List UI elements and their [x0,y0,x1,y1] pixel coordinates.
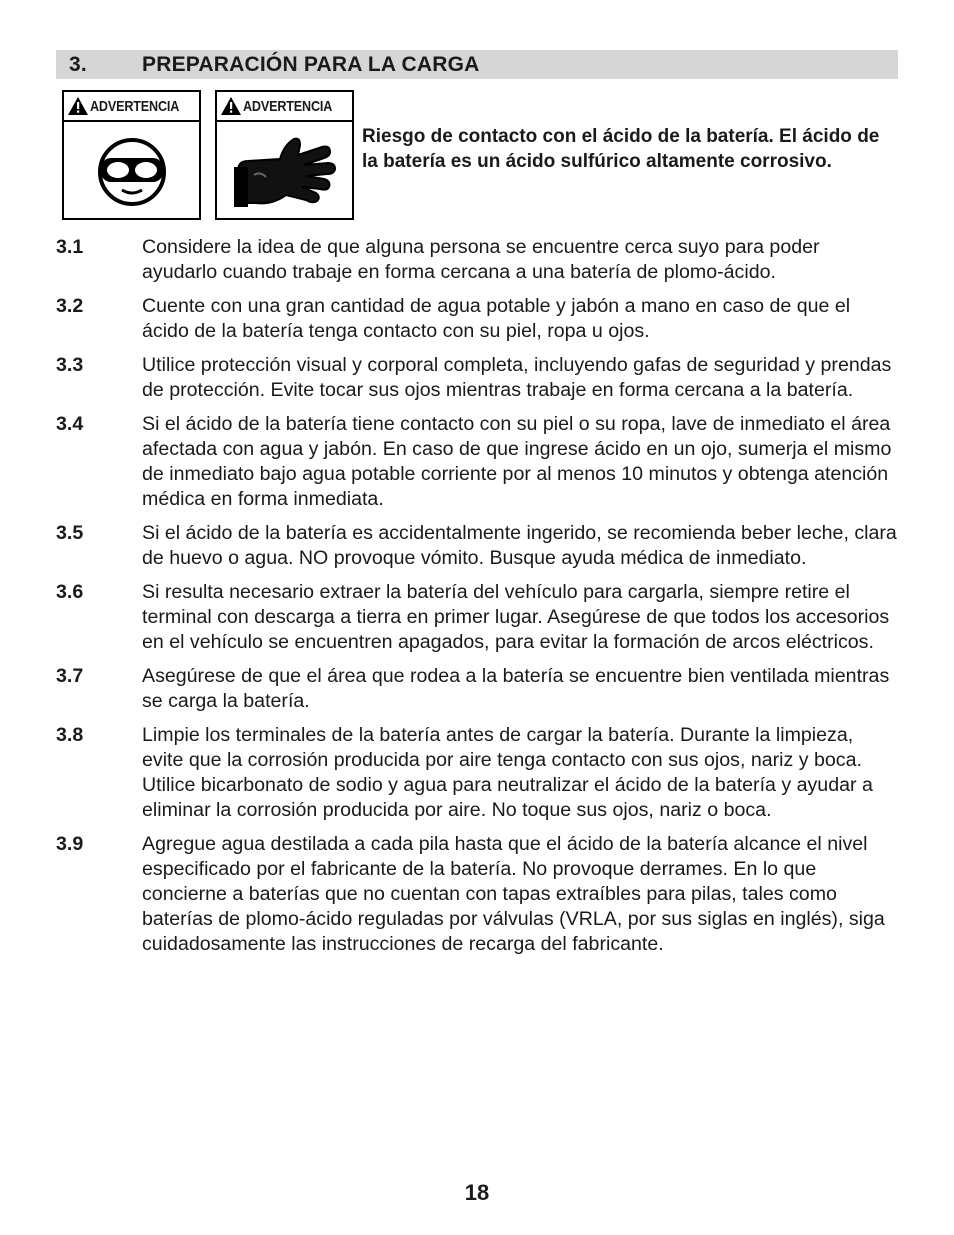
list-item [56,580,898,655]
item-number: 3.7 [56,665,84,687]
item-number: 3.5 [56,522,84,544]
list-item [56,521,898,571]
warning-header [64,92,199,122]
item-text: Cuente con una gran cantidad de agua potable y jabón a mano en caso de que el ácido de la batería tenga contacto con su piel, ropa u ojos. [142,295,851,342]
item-number: 3.9 [56,833,84,855]
safety-goggles-icon [64,122,199,218]
item-number: 3.4 [56,413,84,435]
warning-goggles [62,90,201,220]
item-text: Agregue agua destilada a cada pila hasta que el ácido de la batería alcance el nivel especificado por el fabricante de la batería. No provoque derrames. En lo que concierne a baterías que no cuentan con tapas extraíbles para pilas, tales como baterías de plomo-ácido reguladas por válvulas (VRLA, por sus siglas en inglés), siga cuidadosamente las instrucciones de recarga del fabricante. [142,833,885,955]
warning-glove [215,90,354,220]
protective-glove-icon [217,122,352,218]
list-item [56,353,898,403]
item-text: Utilice protección visual y corporal completa, incluyendo gafas de seguridad y prendas de protección. Evite tocar sus ojos mientras trabaje en forma cercana a la batería. [142,354,892,401]
warning-label: ADVERTENCIA [243,97,333,115]
item-text: Si resulta necesario extraer la batería del vehículo para cargarla, siempre retire el terminal con descarga a tierra en primer lugar. Asegúrese de que todos los accesorios en el vehículo se encuentren apagados, para evitar la formación de arcos eléctricos. [142,581,890,653]
item-number: 3.8 [56,724,84,746]
warning-header [217,92,352,122]
list-item [56,294,898,344]
warning-triangle-icon [220,96,242,116]
risk-statement: Riesgo de contacto con el ácido de la batería. El ácido de la batería es un ácido sulfúrico altamente corrosivo. [362,126,880,172]
item-text: Limpie los terminales de la batería antes de cargar la batería. Durante la limpieza, evite que la corrosión producida por aire tenga contacto con sus ojos, nariz y boca. Utilice bicarbonato de sodio y agua para neutralizar el ácido de la batería y ayudar a eliminar la corrosión producida por aire. No toque sus ojos, nariz o boca. [142,724,873,821]
list-item [56,832,898,957]
section-title: PREPARACIÓN PARA LA CARGA [142,52,480,76]
list-item [56,664,898,714]
instruction-list [56,235,898,966]
item-number: 3.6 [56,581,84,603]
item-text: Asegúrese de que el área que rodea a la batería se encuentre bien ventilada mientras se carga la batería. [142,665,890,712]
list-item [56,723,898,823]
warning-label: ADVERTENCIA [90,97,180,115]
item-number: 3.2 [56,295,84,317]
item-text: Considere la idea de que alguna persona se encuentre cerca suyo para poder ayudarlo cuando trabaje en forma cercana a una batería de plomo-ácido. [142,236,820,283]
item-text: Si el ácido de la batería es accidentalmente ingerido, se recomienda beber leche, clara de huevo o agua. NO provoque vómito. Busque ayuda médica de inmediato. [142,522,897,569]
list-item [56,412,898,512]
item-text: Si el ácido de la batería tiene contacto con su piel o su ropa, lave de inmediato el área afectada con agua y jabón. En caso de que ingrese ácido en un ojo, sumerja el mismo de inmediato bajo agua potable corriente por al menos 10 minutos y obtenga atención médica en forma inmediata. [142,413,892,510]
item-number: 3.1 [56,236,84,258]
warning-triangle-icon [67,96,89,116]
page-number: 18 [464,1180,490,1205]
item-number: 3.3 [56,354,84,376]
list-item [56,235,898,285]
section-number: 3. [69,52,87,76]
section-header [56,50,898,79]
